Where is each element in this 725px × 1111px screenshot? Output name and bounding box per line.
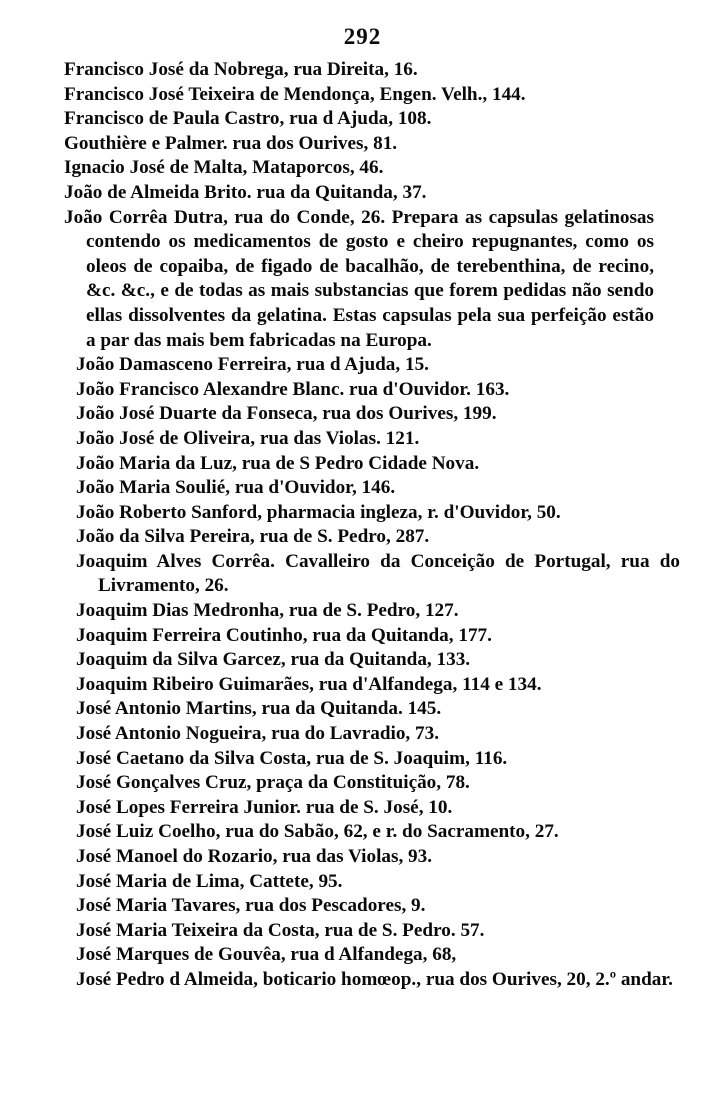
- directory-entry: José Maria de Lima, Cattete, 95.: [76, 870, 343, 892]
- directory-entry: José Maria Teixeira da Costa, rua de S. Pedro. 57.: [76, 919, 485, 941]
- directory-entry: João de Almeida Brito. rua da Quitanda, 37.: [64, 181, 427, 203]
- directory-entry: José Manoel do Rozario, rua das Violas, 93.: [76, 846, 433, 867]
- directory-entry: José Pedro d Almeida, boticario homœop., rua dos Ourives, 20, 2.º andar.: [76, 968, 673, 990]
- directory-entry: Francisco José Teixeira de Mendonça, Engen. Velh., 144.: [64, 83, 526, 105]
- directory-entry: Joaquim Ferreira Coutinho, rua da Quitanda, 177.: [76, 624, 492, 646]
- directory-entry: Francisco José da Nobrega, rua Direita, 16.: [64, 59, 418, 80]
- directory-entry: Ignacio José de Malta, Mataporcos, 46.: [64, 157, 384, 179]
- directory-entry: João Damasceno Ferreira, rua d Ajuda, 15.: [76, 354, 429, 376]
- directory-entry: José Gonçalves Cruz, praça da Constituição, 78.: [76, 772, 470, 794]
- directory-entry: João Corrêa Dutra, rua do Conde, 26. Prepara as capsulas gelatinosas contendo os medicamentos de gosto e cheiro repugnantes, como os oleos de copaiba, de figado de bacalhão, de terebenthina, de recino, &c. &c., e de todas as mais substancias que forem pedidas não sendo ellas dissolventes da gelatina. Estas capsulas pela sua perfeição estão a par das mais bem fabricadas na Europa.: [64, 206, 654, 351]
- directory-entry: João José Duarte da Fonseca, rua dos Ourives, 199.: [76, 403, 497, 425]
- directory-entry: Francisco de Paula Castro, rua d Ajuda, 108.: [64, 108, 432, 130]
- directory-entry: João Francisco Alexandre Blanc. rua d'Ouvidor. 163.: [76, 378, 510, 400]
- directory-list: [64, 58, 680, 993]
- directory-entry: José Maria Tavares, rua dos Pescadores, 9.: [76, 895, 426, 917]
- directory-entry: João da Silva Pereira, rua de S. Pedro, 287.: [76, 526, 430, 548]
- directory-entry: Gouthière e Palmer. rua dos Ourives, 81.: [64, 132, 398, 154]
- directory-entry: José Marques de Gouvêa, rua d Alfandega, 68,: [76, 944, 457, 966]
- directory-entry: Joaquim Ribeiro Guimarães, rua d'Alfandega, 114 e 134.: [76, 673, 542, 695]
- directory-entry: Joaquim Dias Medronha, rua de S. Pedro, 127.: [76, 600, 459, 622]
- directory-entry: Joaquim Alves Corrêa. Cavalleiro da Conceição de Portugal, rua do Livramento, 26.: [76, 550, 680, 597]
- directory-entry: José Antonio Nogueira, rua do Lavradio, 73.: [76, 723, 439, 745]
- directory-entry: João José de Oliveira, rua das Violas. 121.: [76, 427, 420, 449]
- directory-entry: José Lopes Ferreira Junior. rua de S. José, 10.: [76, 796, 453, 818]
- directory-entry: José Caetano da Silva Costa, rua de S. Joaquim, 116.: [76, 747, 508, 769]
- directory-entry: José Antonio Martins, rua da Quitanda. 145.: [76, 698, 442, 720]
- directory-entry: João Roberto Sanford, pharmacia ingleza, r. d'Ouvidor, 50.: [76, 501, 561, 523]
- page-number: 292: [343, 24, 382, 49]
- directory-entry: José Luiz Coelho, rua do Sabão, 62, e r. do Sacramento, 27.: [76, 821, 559, 843]
- directory-entry: Joaquim da Silva Garcez, rua da Quitanda, 133.: [76, 649, 471, 671]
- directory-entry: João Maria da Luz, rua de S Pedro Cidade Nova.: [76, 452, 480, 474]
- directory-entry: João Maria Soulié, rua d'Ouvidor, 146.: [76, 477, 396, 499]
